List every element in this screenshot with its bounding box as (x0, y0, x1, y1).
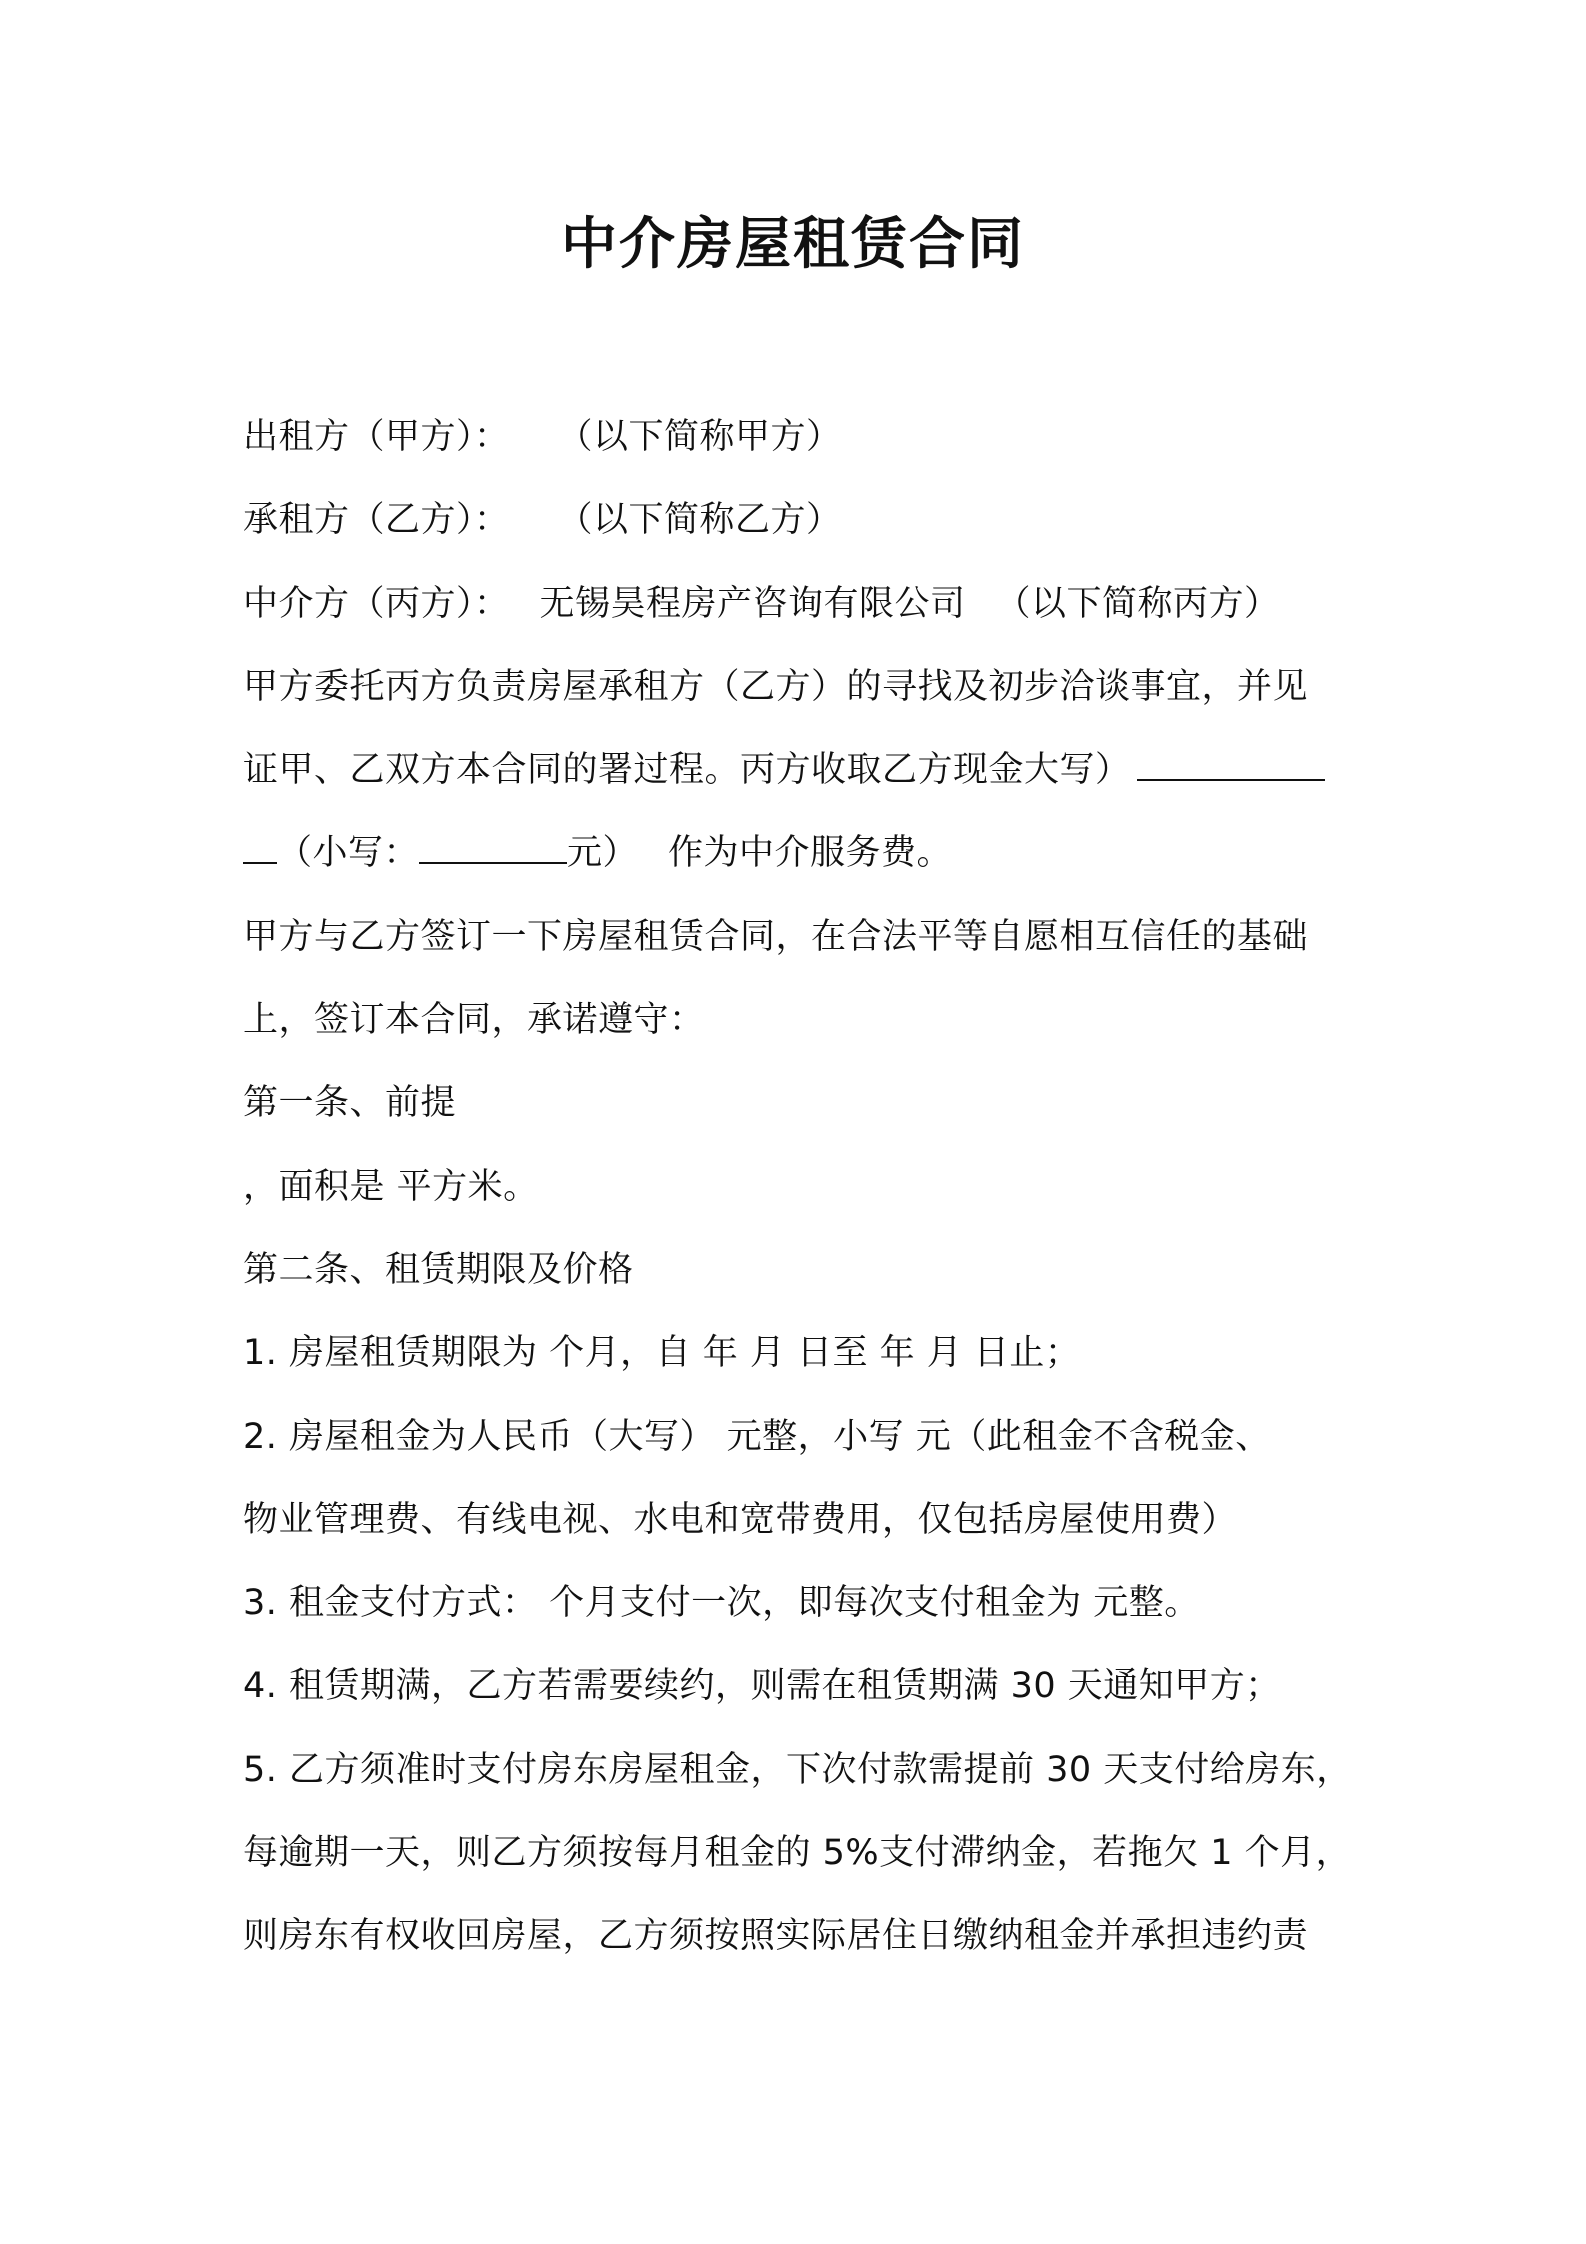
agent-name: 无锡昊程房产咨询有限公司 (539, 583, 966, 624)
intro-line-2-text: 证甲、乙双方本合同的署过程。丙方收取乙方现金大写） (243, 750, 1131, 791)
fee-amount-number-blank (419, 834, 567, 864)
article-1-heading: 第一条、前提 (243, 1083, 457, 1124)
intro-line-1: 甲方委托丙方负责房屋承租方（乙方）的寻找及初步洽谈事宜，并见 (243, 666, 1309, 707)
lessee-label: 承租方（乙方）： (243, 500, 510, 541)
fee-amount-words-blank (1137, 751, 1325, 781)
fee-small-label: （小写： (277, 833, 420, 874)
agent-label: 中介方（丙方）： (243, 583, 510, 624)
intro-line-2 (243, 729, 1363, 812)
article-2-item-5-line-1: 5. 乙方须准时支付房东房屋租金，下次付款需提前 30 天支付给房东， (243, 1749, 1352, 1790)
document-title: 中介房屋租赁合同 (561, 212, 1025, 277)
fee-amount-words-blank-end (243, 834, 277, 864)
contract-body (243, 396, 1363, 1979)
intro-line-3 (243, 812, 1363, 895)
agent-line (243, 563, 1363, 646)
article-2-item-5-line-2: 每逾期一天，则乙方须按每月租金的 5%支付滞纳金，若拖欠 1 个月， (243, 1833, 1352, 1874)
lessor-label: 出租方（甲方）： (243, 417, 510, 457)
article-2-item-4: 4. 租赁期满，乙方若需要续约，则需在租赁期满 30 天通知甲方； (243, 1666, 1281, 1707)
article-2-heading: 第二条、租赁期限及价格 (243, 1249, 634, 1290)
article-1-area: ，面积是 平方米。 (243, 1166, 539, 1207)
fee-unit: 元） (567, 833, 639, 874)
article-2-item-5-line-3: 则房东有权收回房屋，乙方须按照实际居住日缴纳租金并承担违约责 (243, 1916, 1309, 1957)
agreement-line-2: 上，签订本合同，承诺遵守： (243, 1000, 705, 1041)
lessor-line (243, 396, 1363, 479)
fee-purpose: 作为中介服务费。 (668, 833, 953, 874)
agreement-line-1: 甲方与乙方签订一下房屋租赁合同，在合法平等自愿相互信任的基础 (243, 916, 1309, 957)
article-2-item-1: 1. 房屋租赁期限为 个月，自 年 月 日至 年 月 日止； (243, 1333, 1081, 1374)
lessee-line (243, 479, 1363, 562)
lessee-note: （以下简称乙方） (557, 500, 842, 541)
agent-note: （以下简称丙方） (995, 583, 1280, 624)
article-2-item-2-line-1: 2. 房屋租金为人民币（大写） 元整，小写 元（此租金不含税金、 (243, 1416, 1271, 1457)
article-2-item-3: 3. 租金支付方式： 个月支付一次，即每次支付租金为 元整。 (243, 1583, 1200, 1624)
lessor-note: （以下简称甲方） (557, 417, 842, 457)
article-2-item-2-line-2: 物业管理费、有线电视、水电和宽带费用，仅包括房屋使用费） (243, 1499, 1238, 1540)
